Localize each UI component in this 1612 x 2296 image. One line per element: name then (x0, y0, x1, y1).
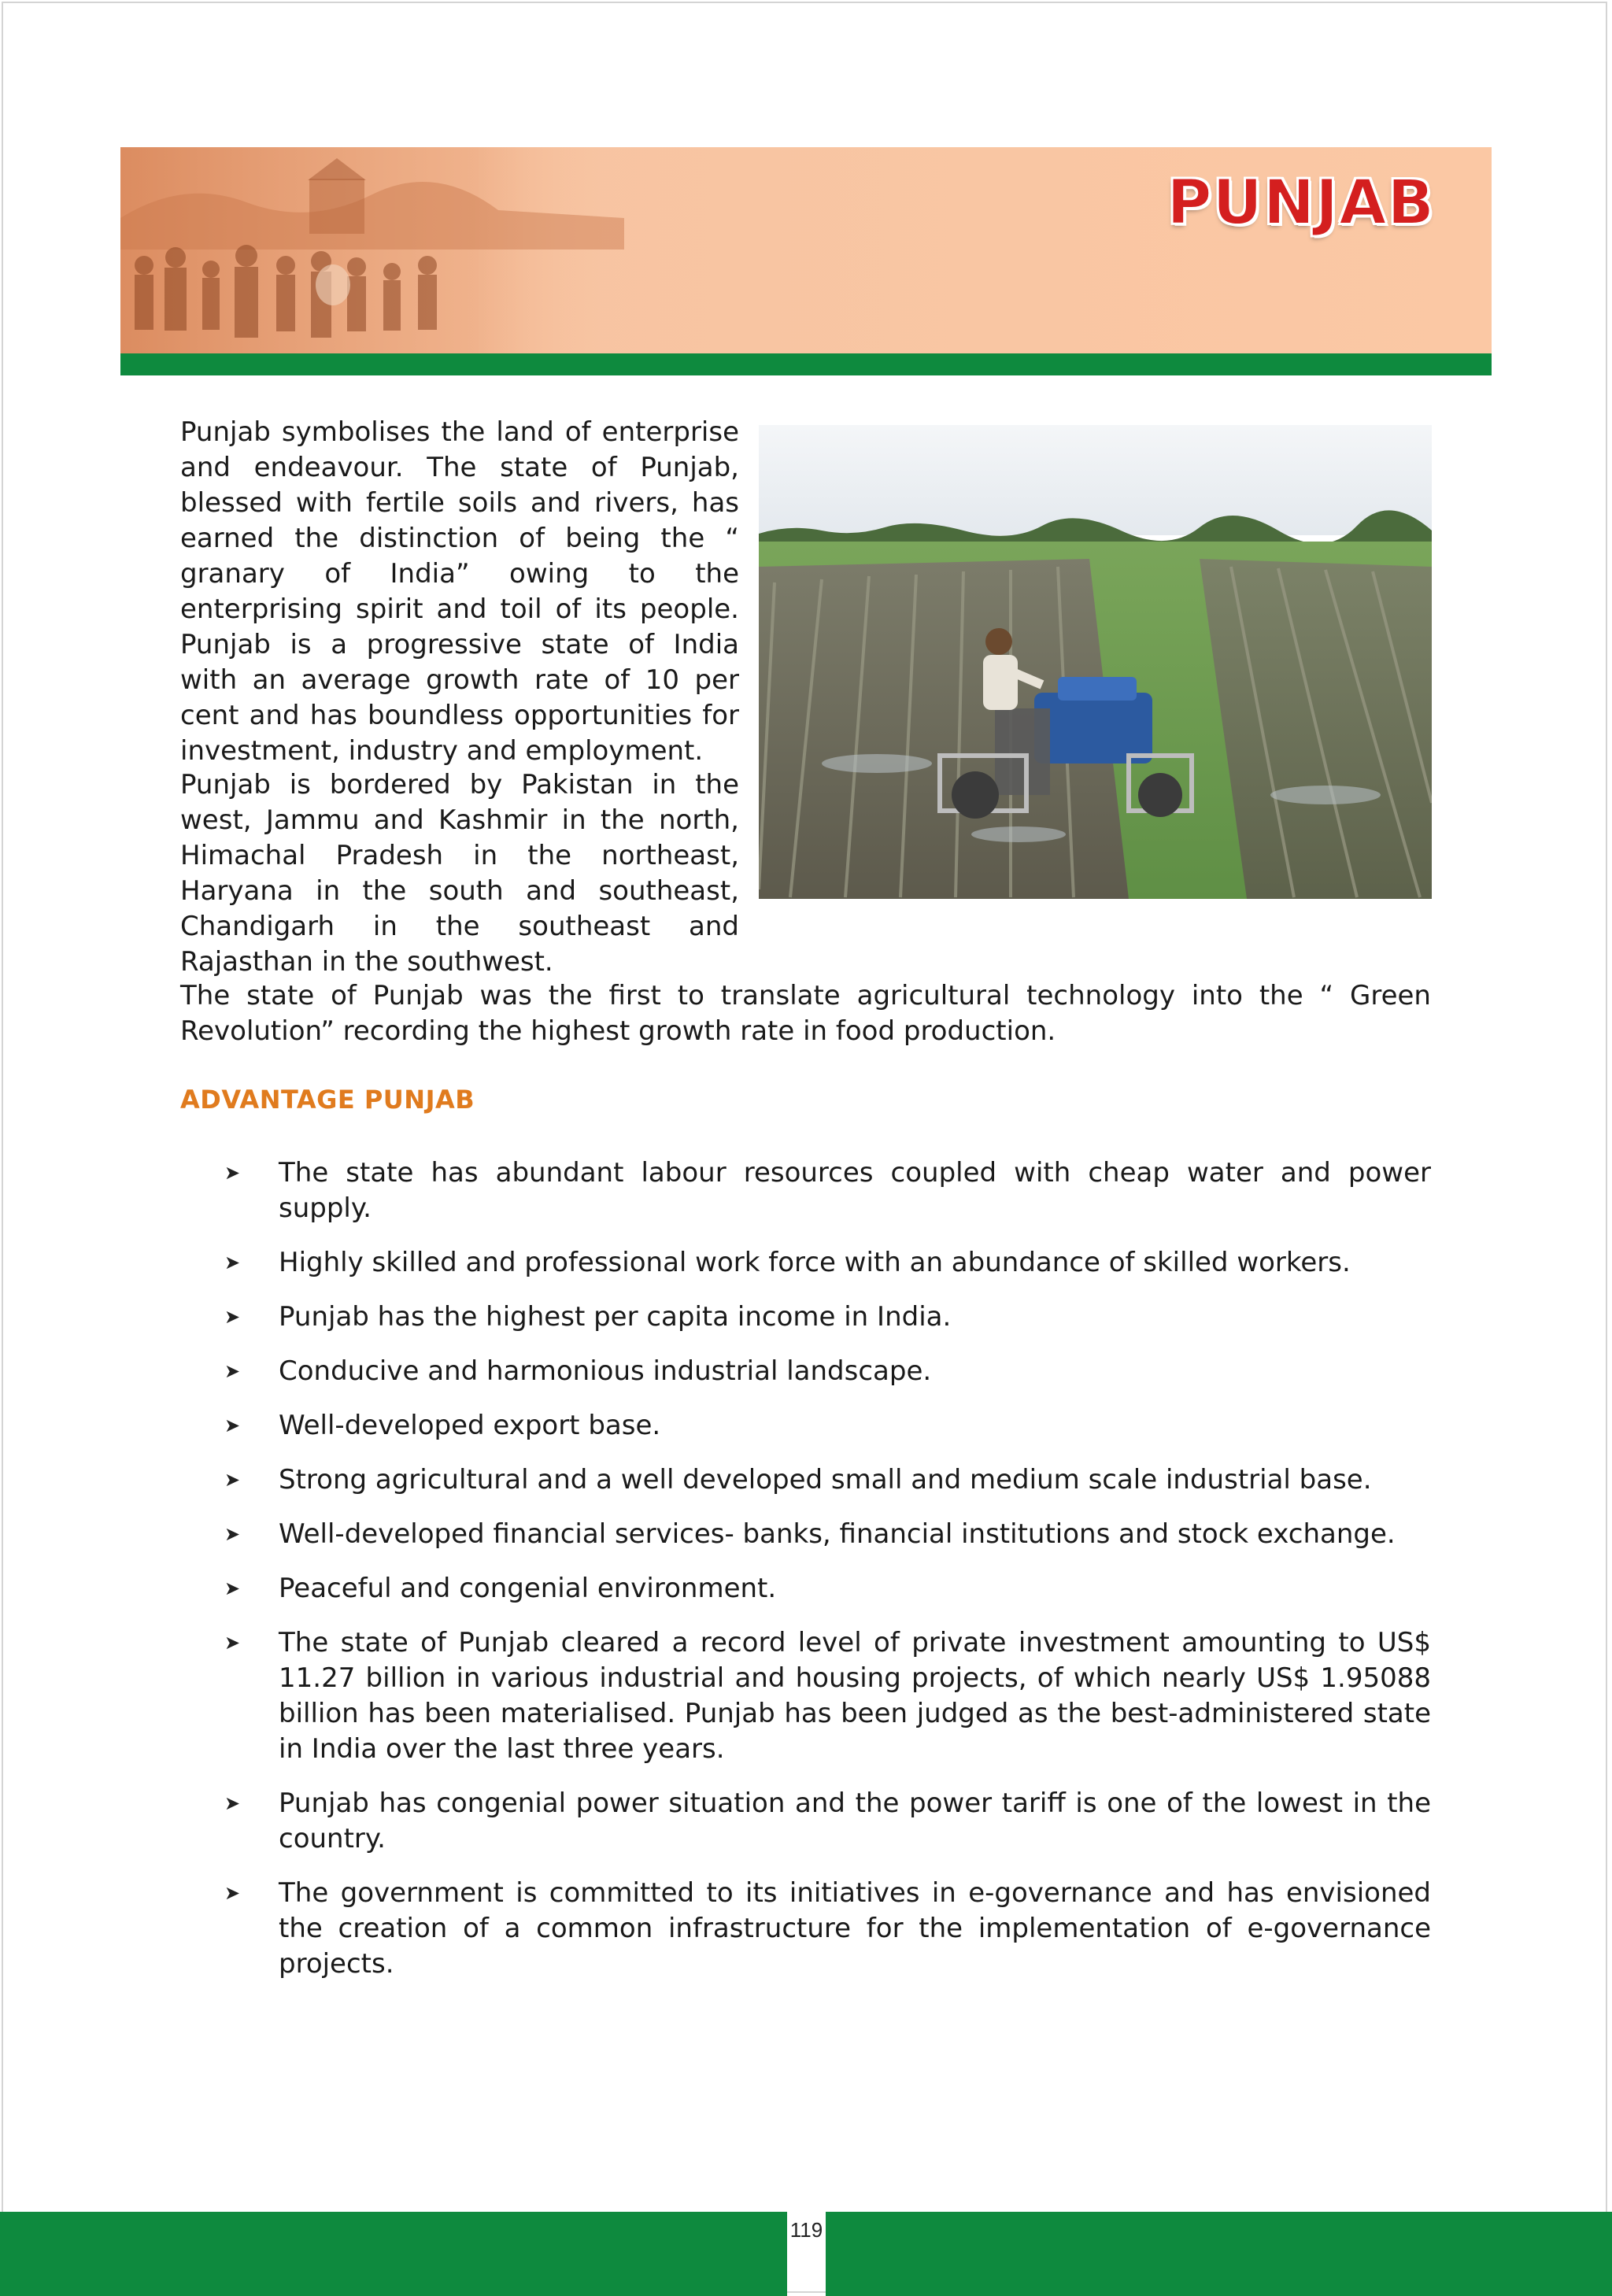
arrow-bullet-icon: ➤ (224, 1792, 241, 1814)
list-item (180, 1876, 1431, 1982)
header-festival-photo (120, 147, 624, 353)
list-item (180, 1786, 1431, 1857)
arrow-bullet-icon: ➤ (224, 1162, 241, 1184)
list-item-text: The state has abundant labour resources coupled with cheap water and power supply. (279, 1157, 1431, 1224)
list-item (180, 1354, 1431, 1389)
footer-green-bar-right (826, 2212, 1612, 2296)
intro-paragraph-2: Punjab is bordered by Pakistan in the west, Jammu and Kashmir in the north, Himachal Pradesh in the northeast, Haryana in the south and southeast, Chandigarh in the southeast and Rajasthan in the southwest. (180, 769, 739, 978)
list-item-text: Well-developed export base. (279, 1410, 661, 1441)
page-number: 119 (789, 2218, 823, 2242)
list-item (180, 1462, 1431, 1498)
intro-paragraph-3: The state of Punjab was the first to translate agricultural technology into the “ Green Revolution” recording the highest growth rate in food production. (180, 980, 1431, 1047)
list-item (180, 1300, 1431, 1335)
arrow-bullet-icon: ➤ (224, 1360, 241, 1382)
list-item-text: Strong agricultural and a well developed small and medium scale industrial base. (279, 1464, 1372, 1496)
list-item-text: The state of Punjab cleared a record level of private investment amounting to US$ 11.27 billion in various industrial and housing projects, of which nearly US$ 1.95088 billion has been materialised. Punjab has been judged as the best-administered state in India over the last three years. (279, 1627, 1431, 1765)
list-item-text: Well-developed financial services- banks, financial institutions and stock exchange. (279, 1518, 1396, 1550)
list-item-text: Highly skilled and professional work force with an abundance of skilled workers. (279, 1247, 1351, 1278)
list-item (180, 1408, 1431, 1444)
arrow-bullet-icon: ➤ (224, 1632, 241, 1654)
list-item (180, 1155, 1431, 1226)
arrow-bullet-icon: ➤ (224, 1252, 241, 1274)
arrow-bullet-icon: ➤ (224, 1306, 241, 1328)
intro-paragraph-1: Punjab symbolises the land of enterprise and endeavour. The state of Punjab, blessed with fertile soils and rivers, has earned the distinction of being the “ granary of India” owing to the enterprising spirit and toil of its people. Punjab is a progressive state of India with an average growth rate of 10 per cent and has boundless opportunities for investment, industry and employment. (180, 416, 739, 767)
list-item-text: Punjab has the highest per capita income in India. (279, 1301, 952, 1333)
arrow-bullet-icon: ➤ (224, 1414, 241, 1436)
list-item-text: Conducive and harmonious industrial landscape. (279, 1355, 932, 1387)
list-item (180, 1517, 1431, 1552)
footer-green-bar-left (0, 2212, 787, 2296)
arrow-bullet-icon: ➤ (224, 1469, 241, 1491)
arrow-bullet-icon: ➤ (224, 1577, 241, 1599)
tractor-field-photo (759, 425, 1432, 899)
arrow-bullet-icon: ➤ (224, 1882, 241, 1904)
section-heading-advantage: ADVANTAGE PUNJAB (180, 1085, 475, 1115)
page-title: PUNJAB (1166, 168, 1435, 238)
list-item-text: Peaceful and congenial environment. (279, 1573, 777, 1604)
header-band (120, 147, 1492, 353)
arrow-bullet-icon: ➤ (224, 1523, 241, 1545)
list-item (180, 1571, 1431, 1606)
advantage-list (180, 1155, 1431, 2001)
list-item-text: The government is committed to its initiatives in e-governance and has envisioned the creation of a common infrastructure for the implementation of e-governance projects. (279, 1877, 1431, 1980)
header-green-rule (120, 353, 1492, 375)
list-item (180, 1245, 1431, 1281)
list-item-text: Punjab has congenial power situation and the power tariff is one of the lowest in the country. (279, 1788, 1431, 1854)
list-item (180, 1625, 1431, 1767)
